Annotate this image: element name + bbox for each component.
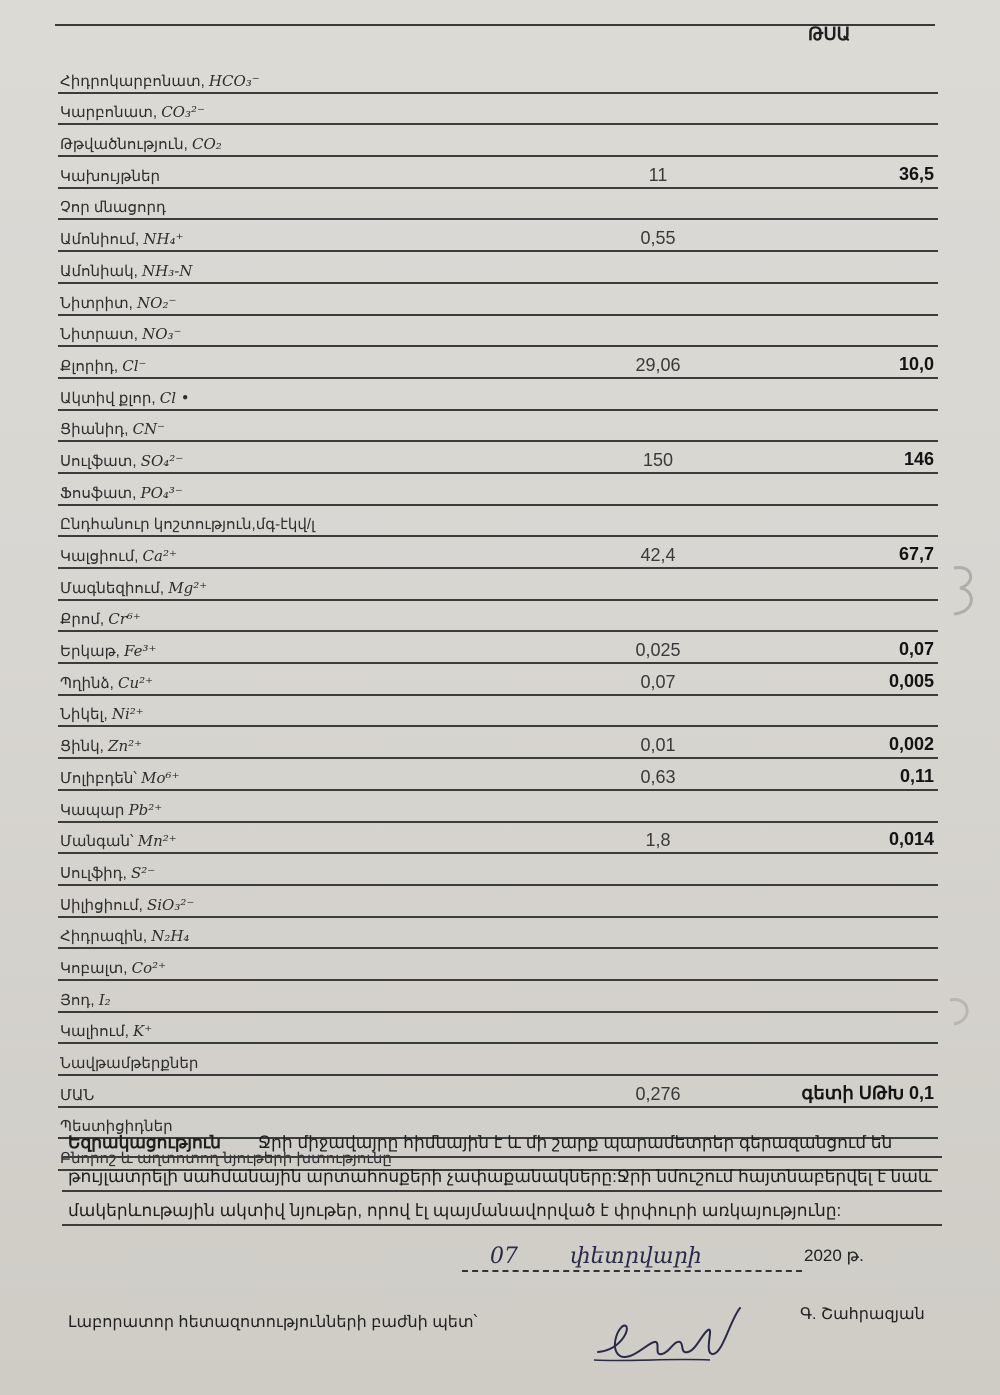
row-label (60, 1022, 152, 1040)
parameter-name: Բնորոշ և աղտոտող նյութերի խտությունը (60, 1150, 392, 1168)
parameter-name: Ամոնիակ, (60, 262, 138, 280)
conclusion-block (62, 1124, 942, 1226)
table-row (58, 601, 938, 633)
measured-value: 0,025 (635, 640, 681, 661)
table-row (58, 506, 938, 538)
row-label (60, 642, 156, 660)
parameter-name: Նիտրատ, (60, 326, 138, 344)
parameter-formula: I₂ (98, 990, 111, 1009)
row-label (60, 135, 222, 153)
parameter-name: Յոդ, (60, 991, 95, 1009)
parameter-name: Կալիում, (60, 1023, 129, 1041)
limit-value: 0,11 (899, 765, 934, 786)
row-label (60, 737, 142, 755)
row-label (60, 991, 111, 1009)
parameter-name: Նավթամթերքներ (60, 1055, 199, 1072)
row-label (60, 262, 192, 280)
parameter-formula: HCO₃⁻ (208, 71, 260, 90)
signatory-position: Լաբորատոր հետազոտությունների բաժնի պետ՝ (68, 1314, 478, 1331)
parameter-name: Ցիանիդ, (60, 421, 129, 439)
parameter-formula: Cl⁻ (122, 356, 147, 375)
parameter-name: Ցինկ, (60, 738, 104, 756)
row-label (60, 674, 153, 692)
parameter-formula: NO₃⁻ (142, 325, 182, 344)
row-label (60, 103, 205, 121)
measured-value: 0,07 (640, 671, 676, 692)
row-label (60, 1054, 198, 1072)
measured-value: 150 (642, 449, 674, 470)
row-label (60, 325, 181, 343)
limit-value: 10,0 (898, 353, 934, 374)
parameter-name: ՄԱՆ (60, 1086, 95, 1104)
top-rule (55, 24, 935, 26)
parameter-formula: Cu²⁺ (118, 673, 154, 692)
parameter-formula: Ca²⁺ (142, 547, 177, 565)
parameter-name: Մագնեզիում, (60, 579, 165, 597)
row-label (60, 801, 162, 819)
parameter-formula: Co²⁺ (131, 958, 167, 977)
table-row (58, 949, 938, 981)
row-label (60, 579, 207, 597)
limit-value: 0,07 (898, 639, 934, 660)
conclusion-line-1 (62, 1124, 942, 1158)
date-dotted-underline (462, 1270, 802, 1272)
row-label (60, 452, 183, 470)
measured-value: 42,4 (640, 545, 676, 565)
parameter-formula: S²⁻ (130, 863, 156, 882)
parameter-formula: SO₄²⁻ (140, 451, 184, 470)
row-label (60, 769, 180, 787)
handwritten-signature (590, 1300, 750, 1380)
conclusion-line-3 (62, 1192, 942, 1226)
parameter-formula: CO₃²⁻ (161, 103, 205, 122)
row-label (60, 896, 194, 914)
parameter-name: Ակտիվ քլոր, (60, 389, 156, 407)
table-row (58, 252, 938, 284)
row-label (60, 832, 177, 850)
parameter-formula: Mg²⁺ (168, 578, 208, 597)
row-label (60, 294, 176, 312)
parameter-formula: CN⁻ (132, 420, 166, 439)
table-row (58, 284, 938, 316)
parameter-name: Նիկել, (60, 706, 108, 724)
row-label (60, 389, 190, 407)
table-row (58, 854, 938, 886)
results-table (58, 62, 938, 1171)
parameter-name: Սուլֆատ, (60, 452, 137, 470)
parameter-name: Մոլիբդեն՝ (60, 769, 137, 787)
parameter-formula: Fe³⁺ (124, 642, 157, 661)
row-label (60, 357, 146, 375)
table-row (58, 157, 938, 189)
row-label (60, 864, 155, 882)
signatory-name: Գ. Շահրազյան (800, 1306, 925, 1323)
row-label (60, 420, 165, 438)
table-row (58, 411, 938, 443)
table-row (58, 664, 938, 696)
parameter-formula: SiO₃²⁻ (146, 895, 195, 914)
table-row (58, 1044, 938, 1076)
parameter-formula: Ni²⁺ (111, 705, 144, 724)
parameter-formula: Mo⁶⁺ (141, 768, 180, 787)
table-row (58, 886, 938, 918)
row-label (60, 547, 177, 565)
parameter-formula: NO₂⁻ (137, 293, 177, 312)
conclusion-heading: Եզրակացություն (68, 1133, 221, 1152)
parameter-formula: NH₃-N (141, 261, 193, 280)
table-row (58, 981, 938, 1013)
table-row (58, 125, 938, 157)
date-day: 07 (490, 1244, 518, 1269)
table-row (58, 823, 938, 855)
page-edge-mark (946, 560, 986, 620)
limit-value: 67,7 (898, 544, 934, 564)
parameter-name: Սուլֆիդ, (60, 864, 127, 882)
parameter-formula: Mn²⁺ (137, 832, 177, 851)
table-row (58, 316, 938, 348)
table-row (58, 696, 938, 728)
table-row (58, 1076, 938, 1108)
measured-value: 29,06 (635, 354, 681, 375)
measured-value: 0,01 (640, 735, 676, 756)
parameter-name: Ընդհանուր կոշտություն,մգ-էկվ/լ (60, 516, 316, 534)
row-label (60, 198, 166, 216)
column-title-tsa: ԹՍԱ (808, 24, 851, 44)
parameter-name: Քրոմ, (60, 611, 105, 629)
table-row (58, 442, 938, 474)
limit-value: 0,014 (888, 829, 934, 850)
parameter-formula: Cr⁶⁺ (108, 610, 141, 629)
limit-value: գետի ՍԹԽ 0,1 (801, 1082, 934, 1103)
limit-value: 146 (903, 448, 934, 469)
table-row (58, 1013, 938, 1045)
page-edge-mark-2 (944, 990, 984, 1040)
date-month: փետրվարի (570, 1244, 702, 1269)
measured-value: 1,8 (645, 830, 671, 851)
parameter-name: Քլորիդ, (60, 357, 119, 375)
measured-value: 11 (648, 164, 668, 185)
parameter-name: Նիտրիտ, (60, 294, 133, 312)
row-label (60, 1086, 94, 1104)
date-line (462, 1240, 802, 1280)
parameter-name: Պեստիցիդներ (60, 1118, 173, 1136)
table-row (58, 220, 938, 252)
parameter-formula: N₂H₄ (151, 927, 190, 946)
conclusion-line-2 (62, 1158, 942, 1192)
parameter-name: Մանգան՝ (60, 833, 134, 851)
parameter-formula: PO₄³⁻ (140, 483, 183, 502)
row-label (60, 484, 183, 502)
table-row (58, 62, 938, 94)
table-row (58, 474, 938, 506)
limit-value: 0,002 (888, 734, 934, 755)
parameter-name: Չոր մնացորդ (60, 199, 166, 217)
row-label (60, 927, 189, 945)
row-label (60, 610, 141, 628)
parameter-formula: CO₂ (191, 135, 222, 154)
parameter-formula: Cl • (159, 388, 190, 407)
parameter-name: Կախույթներ (60, 167, 160, 185)
parameter-formula: Pb²⁺ (128, 800, 163, 819)
parameter-name: Կարբոնատ, (60, 104, 158, 122)
parameter-name: Կապար (60, 801, 125, 819)
limit-value: 0,005 (888, 670, 934, 691)
parameter-formula: NH₄⁺ (143, 230, 184, 249)
parameter-name: Հիդրազին, (60, 928, 148, 946)
table-row (58, 632, 938, 664)
table-row (58, 759, 938, 791)
row-label (60, 705, 144, 723)
parameter-name: Պղինձ, (60, 674, 114, 692)
table-row (58, 537, 938, 569)
conclusion-text-1: Ջրի միջավայրը հիմնային է և մի շարք պարամետրեր գերազանցում են (258, 1133, 893, 1152)
table-row (58, 379, 938, 411)
parameter-name: Կոբալտ, (60, 959, 128, 977)
row-label (60, 515, 315, 533)
limit-value: 36,5 (898, 163, 934, 184)
table-row (58, 791, 938, 823)
table-row (58, 189, 938, 221)
table-row (58, 94, 938, 126)
conclusion-text-2: թույլատրելի սահմանային արտահոսքերի չափաքանակները:Ջրի նմուշում հայտնաբերվել է նաև (68, 1167, 932, 1186)
conclusion-text-3: մակերևութային ակտիվ նյութեր, որով էլ պայմանավորված է փրփուրի առկայությունը: (68, 1201, 842, 1220)
row-label (60, 230, 184, 248)
row-label (60, 959, 166, 977)
measured-value: 0,63 (640, 766, 676, 787)
parameter-name: Թթվածնություն, (60, 136, 188, 154)
row-label (60, 167, 160, 185)
parameter-name: Ֆոսֆատ, (60, 484, 137, 502)
parameter-name: Երկաթ, (60, 643, 120, 661)
parameter-formula: K⁺ (133, 1022, 153, 1041)
parameter-name: Կալցիում, (60, 548, 139, 565)
date-year: 2020 թ. (804, 1246, 864, 1265)
parameter-formula: Zn²⁺ (108, 737, 143, 756)
parameter-name: Հիդրոկարբոնատ, (60, 72, 205, 90)
table-row (58, 918, 938, 950)
parameter-name: Սիլիցիում, (60, 896, 143, 914)
table-row (58, 569, 938, 601)
table-row (58, 347, 938, 379)
parameter-name: Ամոնիում, (60, 231, 140, 249)
measured-value: 0,276 (635, 1083, 681, 1104)
table-row (58, 727, 938, 759)
measured-value: 0,55 (640, 228, 676, 249)
row-label (60, 72, 260, 90)
